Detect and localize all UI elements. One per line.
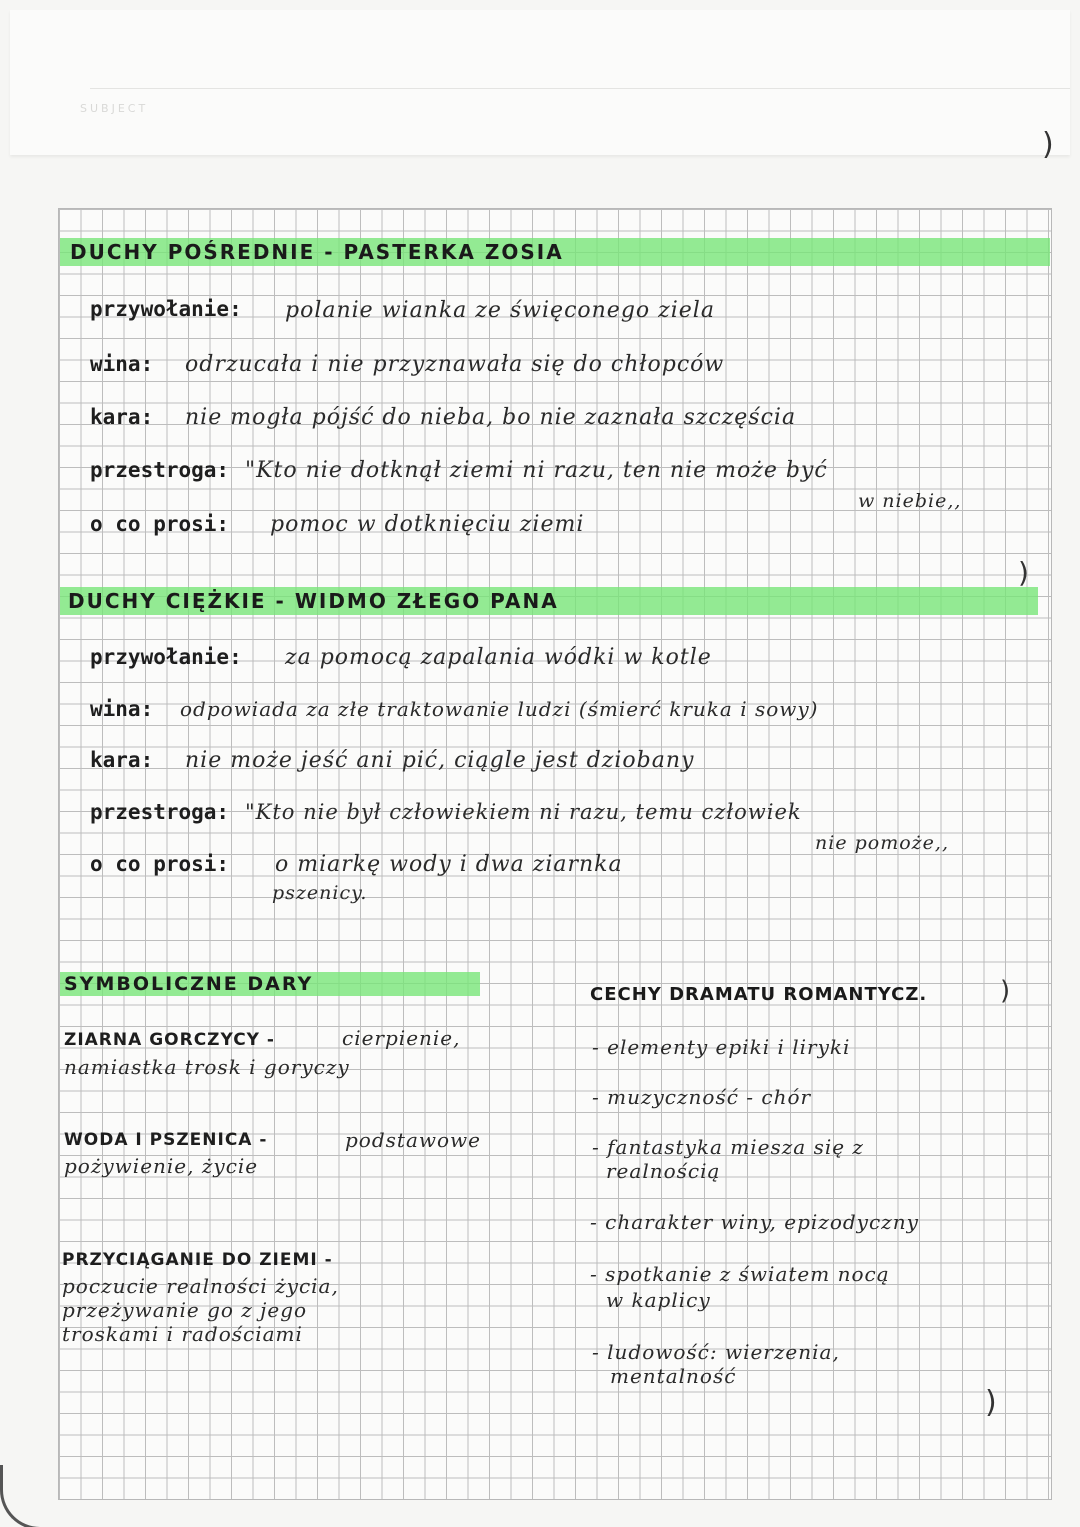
section1-title: DUCHY POŚREDNIE - PASTERKA ZOSIA bbox=[70, 240, 564, 264]
feature-2: - muzyczność - chór bbox=[592, 1085, 812, 1109]
page-header-band bbox=[10, 10, 1070, 155]
feature-6: - ludowość: wierzenia, bbox=[592, 1340, 840, 1364]
bracket-mark-mid: ) bbox=[1018, 556, 1029, 589]
bracket-mark-top: ) bbox=[1042, 127, 1054, 162]
s1-guilt-label: wina: bbox=[90, 352, 154, 376]
gift-3-desc-1: poczucie realności życia, bbox=[62, 1274, 339, 1298]
gift-2-desc-1: podstawowe bbox=[345, 1128, 481, 1152]
gift-2-name: WODA I PSZENICA - bbox=[64, 1130, 268, 1150]
s2-request-value: o miarkę wody i dwa ziarnka bbox=[275, 852, 623, 877]
feature-5-cont: w kaplicy bbox=[606, 1288, 711, 1312]
gift-1-name: ZIARNA GORCZYCY - bbox=[64, 1030, 275, 1050]
bracket-mark-features: ) bbox=[1000, 976, 1011, 1006]
s1-punishment-value: nie mogła pójść do nieba, bo nie zaznała szczęścia bbox=[185, 405, 797, 430]
feature-3: - fantastyka miesza się z bbox=[592, 1135, 864, 1159]
s2-warning-label: przestroga: bbox=[90, 800, 230, 824]
s2-warning-value-cont: nie pomoże,, bbox=[815, 832, 949, 854]
feature-3-cont: realnością bbox=[606, 1159, 721, 1183]
gift-3-name: PRZYCIĄGANIE DO ZIEMI - bbox=[62, 1250, 333, 1270]
bracket-mark-bottom: ) bbox=[985, 1385, 997, 1420]
gift-3-desc-3: troskami i radościami bbox=[62, 1322, 303, 1346]
feature-4: - charakter winy, epizodyczny bbox=[590, 1210, 919, 1234]
s2-guilt-label: wina: bbox=[90, 697, 154, 721]
s2-punishment-label: kara: bbox=[90, 748, 154, 772]
gifts-title: SYMBOLICZNE DARY bbox=[64, 973, 314, 995]
s1-request-label: o co prosi: bbox=[90, 512, 230, 536]
gift-1-desc-2: namiastka trosk i goryczy bbox=[64, 1055, 350, 1079]
s1-warning-value-cont: w niebie,, bbox=[858, 490, 962, 512]
s2-warning-value: "Kto nie był człowiekiem ni razu, temu człowiek bbox=[245, 800, 802, 824]
s1-request-value: pomoc w dotknięciu ziemi bbox=[270, 512, 585, 537]
s2-guilt-value: odpowiada za złe traktowanie ludzi (śmierć kruka i sowy) bbox=[180, 697, 819, 721]
feature-1: - elementy epiki i liryki bbox=[592, 1035, 851, 1059]
feature-5: - spotkanie z światem nocą bbox=[590, 1262, 890, 1286]
s1-summon-value: polanie wianka ze święconego ziela bbox=[285, 298, 715, 323]
s1-summon-label: przywołanie: bbox=[90, 297, 242, 321]
s2-summon-label: przywołanie: bbox=[90, 645, 242, 669]
s1-punishment-label: kara: bbox=[90, 405, 154, 429]
s2-summon-value: za pomocą zapalania wódki w kotle bbox=[285, 645, 712, 670]
s1-guilt-value: odrzucała i nie przyznawała się do chłopców bbox=[185, 352, 725, 377]
s1-warning-value: "Kto nie dotknął ziemi ni razu, ten nie może być bbox=[245, 458, 828, 483]
gift-2-desc-2: pożywienie, życie bbox=[64, 1154, 259, 1178]
subject-label: SUBJECT bbox=[80, 102, 149, 115]
gift-3-desc-2: przeżywanie go z jego bbox=[62, 1298, 308, 1322]
s2-request-value-cont: pszenicy. bbox=[272, 882, 368, 904]
feature-6-cont: mentalność bbox=[610, 1364, 737, 1388]
section2-title: DUCHY CIĘŻKIE - WIDMO ZŁEGO PANA bbox=[68, 589, 559, 613]
s2-punishment-value: nie może jeść ani pić, ciągle jest dziobany bbox=[185, 748, 695, 773]
features-title: CECHY DRAMATU ROMANTYCZ. bbox=[590, 984, 928, 1005]
page-curl-edge bbox=[0, 1465, 43, 1527]
s2-request-label: o co prosi: bbox=[90, 852, 230, 876]
s1-warning-label: przestroga: bbox=[90, 458, 230, 482]
header-rule bbox=[90, 88, 1070, 89]
gift-1-desc-1: cierpienie, bbox=[342, 1026, 461, 1050]
